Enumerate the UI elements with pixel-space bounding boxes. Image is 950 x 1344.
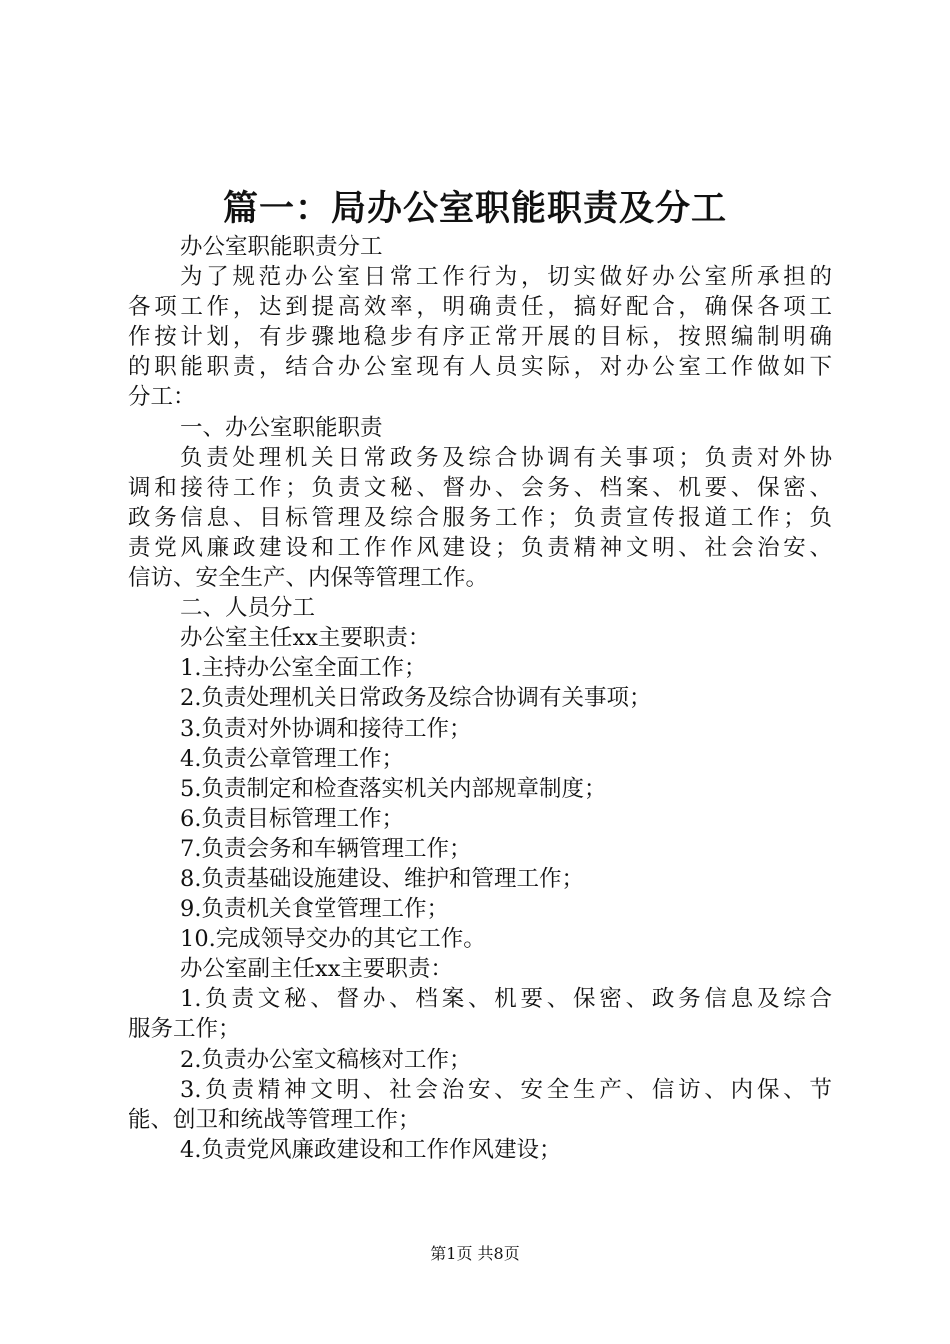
paragraph-line: 为了规范办公室日常工作行为，切实做好办公室所承担的 <box>180 264 832 291</box>
list-item: 10.完成领导交办的其它工作。 <box>180 926 486 953</box>
list-item: 3.负责对外协调和接待工作； <box>180 715 472 742</box>
list-item: 7.负责会务和车辆管理工作； <box>180 835 472 862</box>
list-item: 6.负责目标管理工作； <box>180 805 404 832</box>
list-item: 2.负责办公室文稿核对工作； <box>180 1046 472 1073</box>
paragraph-line: 各项工作，达到提高效率，明确责任，搞好配合，确保各项工 <box>128 294 832 321</box>
list-item: 8.负责基础设施建设、维护和管理工作； <box>180 865 584 892</box>
list-item-continuation: 服务工作； <box>128 1016 241 1043</box>
list-item-continuation: 能、创卫和统战等管理工作； <box>128 1106 421 1133</box>
list-item: 4.负责党风廉政建设和工作作风建设； <box>180 1136 562 1163</box>
list-item: 2.负责处理机关日常政务及综合协调有关事项； <box>180 685 652 712</box>
document-title: 篇一：局办公室职能职责及分工 <box>222 188 727 229</box>
page-footer: 第1页 共8页 <box>430 1244 520 1263</box>
paragraph-line: 的职能职责，结合办公室现有人员实际，对办公室工作做如下 <box>128 354 832 381</box>
list-item: 9.负责机关食堂管理工作； <box>180 896 449 923</box>
paragraph-line: 调和接待工作；负责文秘、督办、会务、档案、机要、保密、 <box>128 474 832 501</box>
paragraph-line: 作按计划，有步骤地稳步有序正常开展的目标，按照编制明确 <box>128 324 832 351</box>
paragraph-line: 信访、安全生产、内保等管理工作。 <box>128 565 489 592</box>
section-heading: 二、人员分工 <box>180 595 316 622</box>
list-item: 1.主持办公室全面工作； <box>180 655 427 682</box>
paragraph-line: 政务信息、目标管理及综合服务工作；负责宣传报道工作；负 <box>128 504 832 531</box>
list-item: 1.负责文秘、督办、档案、机要、保密、政务信息及综合 <box>180 986 832 1013</box>
document-body <box>128 232 832 1165</box>
list-item: 4.负责公章管理工作； <box>180 745 404 772</box>
section-heading: 一、办公室职能职责 <box>180 414 383 441</box>
role-heading: 办公室主任xx主要职责： <box>180 625 431 652</box>
role-heading: 办公室副主任xx主要职责： <box>180 956 453 983</box>
paragraph-line: 办公室职能职责分工 <box>180 234 383 260</box>
paragraph-line: 责党风廉政建设和工作作风建设；负责精神文明、社会治安、 <box>128 534 832 561</box>
list-item: 3.负责精神文明、社会治安、安全生产、信访、内保、节 <box>180 1076 832 1103</box>
paragraph-line: 负责处理机关日常政务及综合协调有关事项；负责对外协 <box>180 444 832 471</box>
list-item: 5.负责制定和检查落实机关内部规章制度； <box>180 775 607 802</box>
paragraph-line: 分工： <box>128 384 196 411</box>
